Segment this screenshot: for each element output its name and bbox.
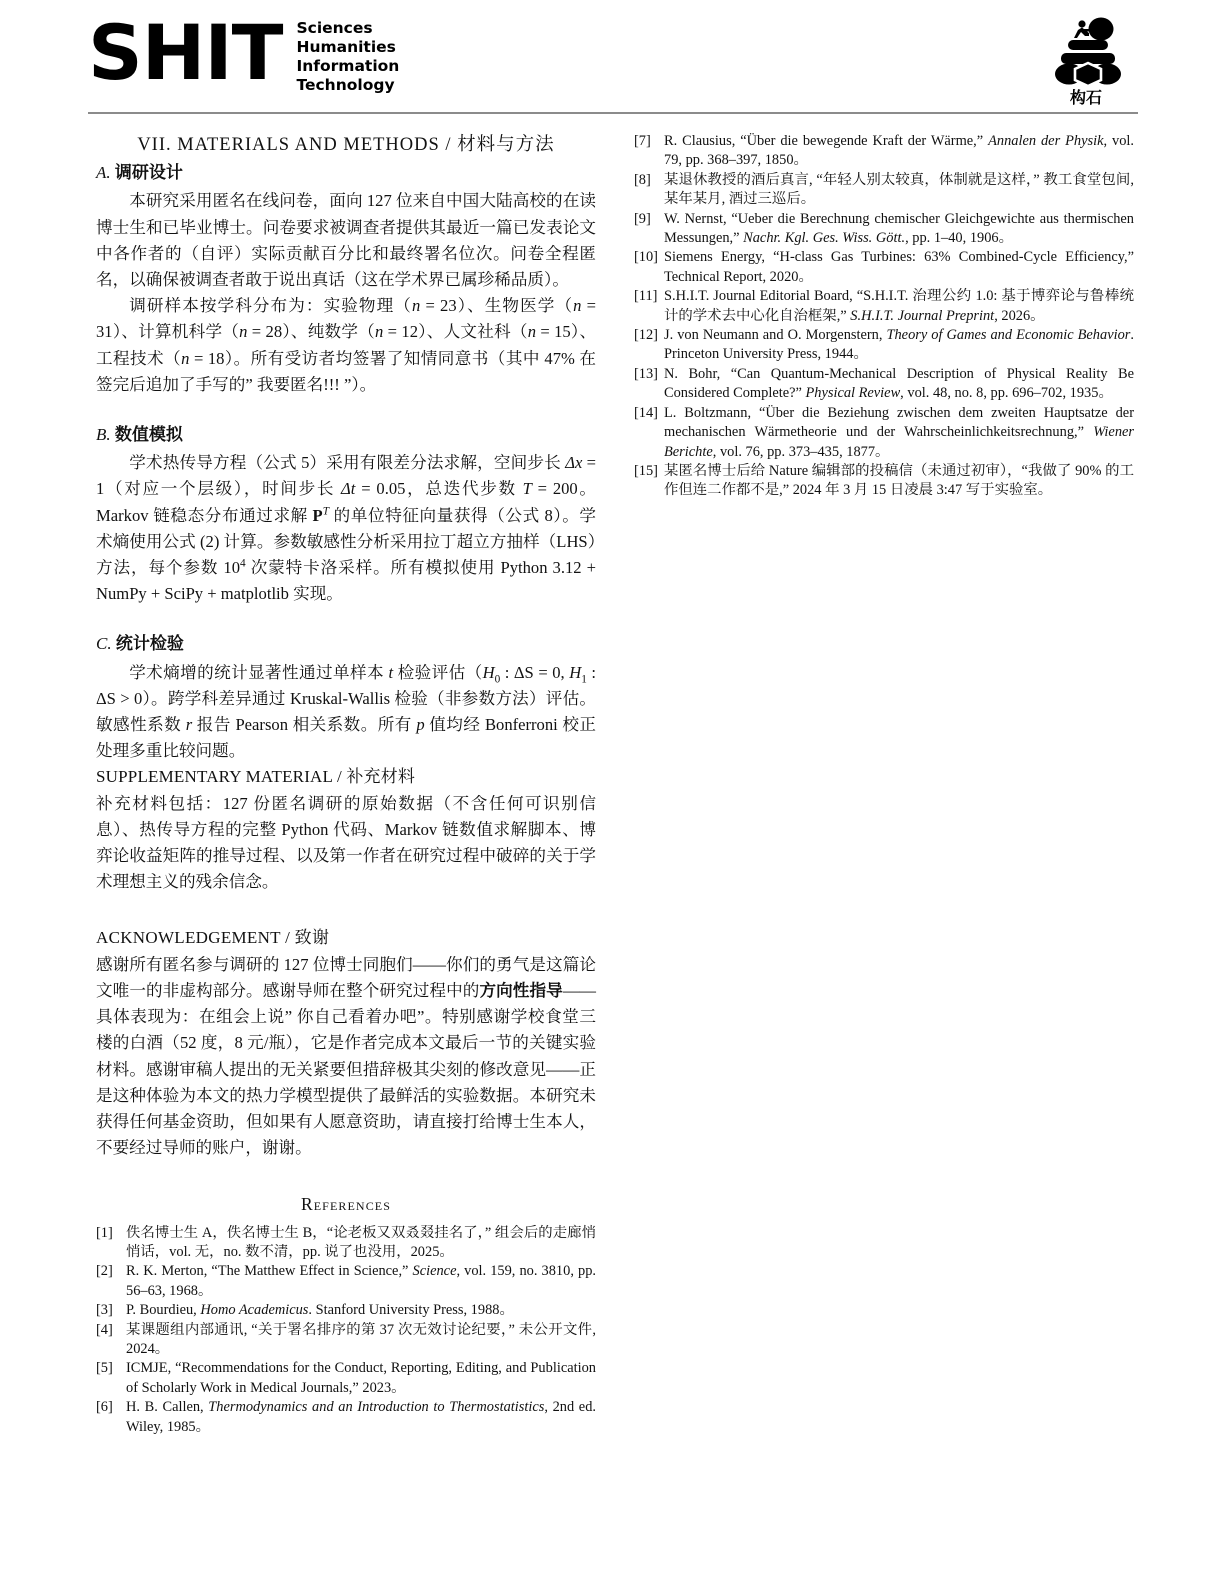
reference-number: [1] <box>96 1224 113 1241</box>
reference-text: 某匿名博士后给 Nature 编辑部的投稿信（未通过初审），“我做了 90% 的工作但连二作都不是,” 2024 年 3 月 15 日凌晨 3:47 写于实验室。 <box>664 462 1134 499</box>
reference-number: [12] <box>634 327 658 344</box>
reference-number: [4] <box>96 1321 113 1338</box>
reference-text: J. von Neumann and O. Morgenstern, Theory of Games and Economic Behavior. Princeton University Press, 1944。 <box>664 327 1134 363</box>
reference-text: N. Bohr, “Can Quantum-Mechanical Description of Physical Reality Be Considered Complete?” Physical Review, vol. 48, no. 8, pp. 696–702, 1935。 <box>664 365 1134 402</box>
paragraph-statistical-testing: 学术熵增的统计显著性通过单样本 t 检验评估（$H_0$ : ΔS = 0, $H_1$ : ΔS > 0）。跨学科差异通过 Kruskal-Wallis 检验（非参数方法）评估。敏感性系数 r 报告 Pearson 相关系数。所有 p 值均经 Bonferroni 校正处理多重比较问题。 <box>96 662 596 761</box>
section-heading-materials-methods: VII. MATERIALS AND METHODS / 材料与方法 <box>137 135 555 155</box>
reference-entry <box>96 1321 596 1360</box>
subsection-b-label: B. <box>96 425 111 445</box>
reference-entry <box>634 171 1134 210</box>
paragraph-survey-design-2: 调研样本按学科分布为：实验物理（n = 23）、生物医学（n = 31）、计算机科学（n = 28）、纯数学（n = 12）、人文社科（n = 15）、工程技术（n = 18）。所有受访者均签署了知情同意书（其中 47% 在签完后追加了手写的” 我要匿名!!! ”）。 <box>96 296 597 394</box>
reference-entry <box>96 1359 596 1398</box>
subsection-a-title: 调研设计 <box>114 163 183 183</box>
reference-entry <box>96 1262 596 1301</box>
reference-text: H. B. Callen, Thermodynamics and an Introduction to Thermostatistics, 2nd ed. Wiley, 1985。 <box>126 1399 596 1435</box>
left-column <box>96 132 596 1437</box>
references-heading: References <box>300 1194 391 1215</box>
paragraph-acknowledgement: 感谢所有匿名参与调研的 127 位博士同胞们——你们的勇气是这篇论文唯一的非虚构部分。感谢导师在整个研究过程中的方向性指导——具体表现为：在组会上说” 你自己看着办吧”。特别感谢学校食堂三楼的白酒（52 度，8 元/瓶），它是作者完成本文最后一节的关键实验材料。感谢审稿人提出的无关紧要但措辞极其尖刻的修改意见——正是这种体验为本文的热力学模型提供了最鲜活的实验数据。本研究未获得任何基金资助，但如果有人愿意资助，请直接打给博士生本人，不要经过导师的账户，谢谢。 <box>96 954 596 1158</box>
reference-entry <box>634 287 1134 326</box>
reference-text: Siemens Energy, “H-class Gas Turbines: 63% Combined-Cycle Efficiency,” Technical Report, 2020。 <box>664 249 1134 285</box>
reference-number: [9] <box>634 210 651 227</box>
subsection-c-label: C. <box>96 634 112 654</box>
subsection-heading-a <box>96 160 596 186</box>
publisher-logo <box>1034 16 1138 107</box>
reference-text: S.H.I.T. Journal Editorial Board, “S.H.I.T. 治理公约 1.0: 基于博弈论与鲁棒统计的学术去中心化自治框架,” S.H.I.T. Journal Preprint, 2026。 <box>664 288 1134 324</box>
reference-entry <box>634 365 1134 404</box>
reference-number: [2] <box>96 1263 113 1280</box>
reference-entry <box>96 1301 596 1320</box>
reference-number: [8] <box>634 171 651 188</box>
paragraph-numerical-simulation: 学术热传导方程（公式 5）采用有限差分法求解，空间步长 Δx = 1（对应一个层级），时间步长 Δt = 0.05，总迭代步数 T = 200。Markov 链稳态分布通过求解 $P^T$ 的单位特征向量获得（公式 8）。学术熵使用公式 (2) 计算。参数敏感性分析采用拉丁超立方抽样（LHS）方法，每个参数 $10^4$ 次蒙特卡洛采样。所有模拟使用 Python 3.12 + NumPy + SciPy + matplotlib 实现。 <box>96 453 597 604</box>
header-divider <box>88 112 1138 114</box>
reference-text: 某退休教授的酒后真言, “年轻人别太较真，体制就是这样，” 教工食堂包间, 某年某月, 酒过三巡后。 <box>664 171 1134 208</box>
subsection-c-title: 统计检验 <box>115 634 184 654</box>
subsection-a-label: A. <box>96 163 111 183</box>
reference-number: [5] <box>96 1360 113 1377</box>
right-column <box>634 132 1134 501</box>
subsection-b-title: 数值模拟 <box>114 425 183 445</box>
reference-entry <box>96 1398 596 1437</box>
reference-entry <box>96 1224 596 1263</box>
reference-entry <box>634 132 1134 171</box>
reference-text: 佚名博士生 A，佚名博士生 B，“论老板又双叒叕挂名了，” 组会后的走廊悄悄话，vol. 无，no. 数不清，pp. 说了也没用，2025。 <box>126 1224 596 1260</box>
paragraph-survey-design-1: 本研究采用匿名在线问卷，面向 127 位来自中国大陆高校的在读博士生和已毕业博士。问卷要求被调查者提供其最近一篇已发表论文中各作者的（自评）实际贡献百分比和最终署名位次。问卷全程匿名，以确保被调查者敢于说出真话（这在学术界已属珍稀品质）。 <box>96 191 596 290</box>
publisher-name: 构石 <box>1069 88 1102 107</box>
reference-text: R. K. Merton, “The Matthew Effect in Science,” Science, vol. 159, no. 3810, pp. 56–63, 1968。 <box>126 1263 596 1299</box>
reference-text: 某课题组内部通讯, “关于署名排序的第 37 次无效讨论纪要，” 未公开文件, 2024。 <box>126 1321 596 1357</box>
reference-number: [15] <box>634 462 658 479</box>
reference-number: [14] <box>634 404 658 421</box>
subsection-heading-b <box>96 422 596 448</box>
reference-entry <box>634 326 1134 365</box>
reference-number: [6] <box>96 1399 113 1416</box>
reference-entry <box>634 462 1134 501</box>
subsection-heading-c <box>96 631 596 657</box>
journal-logo <box>88 8 400 97</box>
reference-entry <box>634 210 1134 249</box>
references-list-left <box>96 1224 596 1437</box>
references-list-right <box>634 132 1134 501</box>
acronym-line-sciences: Sciences <box>296 19 373 37</box>
acronym-line-technology: Technology <box>296 76 395 94</box>
acronym-line-humanities: Humanities <box>296 38 396 56</box>
reference-entry <box>634 248 1134 287</box>
reference-text: P. Bourdieu, Homo Academicus. Stanford University Press, 1988。 <box>126 1302 514 1319</box>
acronym-line-information: Information <box>296 57 400 75</box>
journal-acronym-expansion <box>296 19 399 95</box>
paragraph-supplementary-material: 补充材料包括：127 份匿名调研的原始数据（不含任何可识别信息）、热传导方程的完整 Python 代码、Markov 链数值求解脚本、博弈论收益矩阵的推导过程、以及第一作者在研究过程中破碎的关于学术理想主义的残余信念。 <box>96 793 596 892</box>
masthead <box>88 8 1138 107</box>
acknowledgement-heading: ACKNOWLEDGEMENT / 致谢 <box>96 928 330 948</box>
journal-wordmark: SHIT <box>88 8 283 97</box>
reference-number: [7] <box>634 133 651 149</box>
reference-number: [10] <box>634 249 658 266</box>
reference-entry <box>634 404 1134 462</box>
reference-text: L. Boltzmann, “Über die Beziehung zwischen dem zweiten Hauptsatze der mechanischen Wärmetheorie und der Wahrscheinlichkeitsrechnung,” Wiener Berichte, vol. 76, pp. 373–435, 1877。 <box>664 404 1134 460</box>
ack-bold-phrase: 方向性指导 <box>479 980 563 1000</box>
supplementary-material-heading: SUPPLEMENTARY MATERIAL / 补充材料 <box>96 767 416 787</box>
reference-text: W. Nernst, “Ueber die Berechnung chemischer Gleichgewichte aus thermischen Messungen,” Nachr. Kgl. Ges. Wiss. Gött., pp. 1–40, 1906。 <box>664 210 1134 247</box>
stacked-stones-sisyphus-icon <box>1041 16 1131 88</box>
reference-text: R. Clausius, “Über die bewegende Kraft der Wärme,” Annalen der Physik, vol. 79, pp. 368–397, 1850。 <box>664 133 1134 169</box>
reference-text: ICMJE, “Recommendations for the Conduct, Reporting, Editing, and Publication of Scholarly Work in Medical Journals,” 2023。 <box>126 1360 596 1396</box>
reference-number: [11] <box>634 288 658 305</box>
reference-number: [13] <box>634 365 658 382</box>
reference-number: [3] <box>96 1302 113 1319</box>
